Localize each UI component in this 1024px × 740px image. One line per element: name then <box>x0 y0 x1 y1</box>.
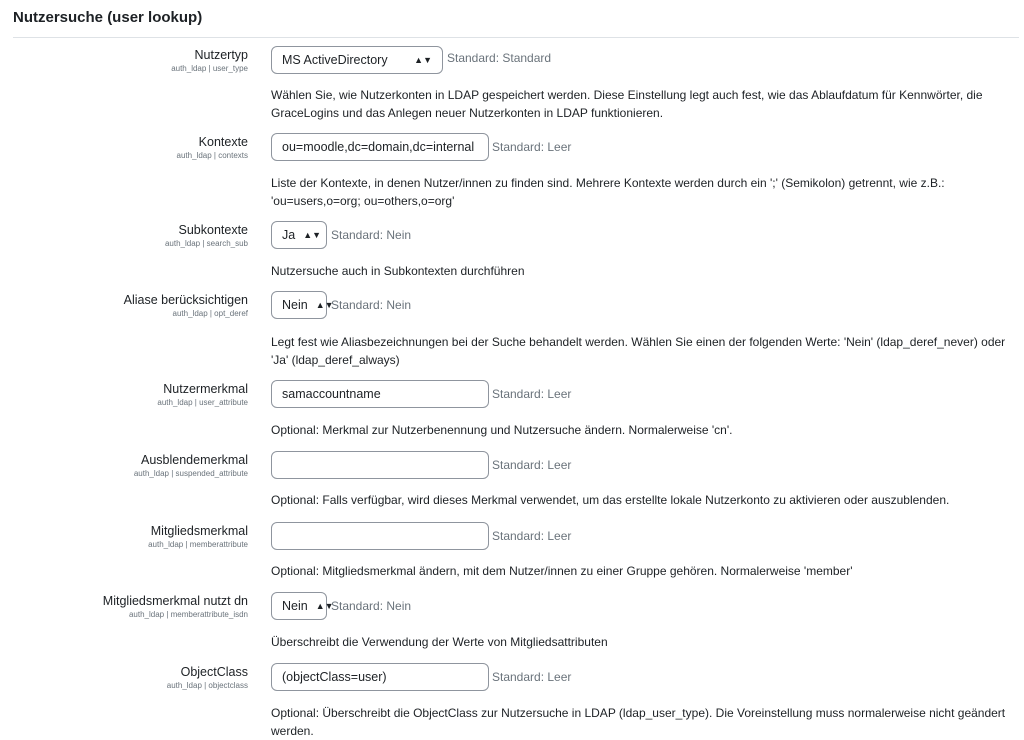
default-value: Standard: Nein <box>331 228 412 242</box>
input-value: samaccountname <box>282 387 381 401</box>
setting-key: auth_ldap | memberattribute <box>148 540 248 549</box>
setting-description: Legt fest wie Aliasbezeichnungen bei der Suche behandelt werden. Wählen Sie einen der folgenden Werte: 'Nein' (ldap_deref_never) oder 'Ja' (ldap_deref_always) <box>271 335 1006 367</box>
setting-key: auth_ldap | opt_deref <box>172 309 248 318</box>
setting-description: Optional: Merkmal zur Nutzerbenennung und Nutzersuche ändern. Normalerweise 'cn'. <box>271 423 733 437</box>
section-title: Nutzersuche (user lookup) <box>13 9 203 26</box>
contexts-input[interactable] <box>271 133 489 161</box>
setting-label: Nutzermerkmal <box>163 382 248 396</box>
default-value: Standard: Leer <box>492 140 572 154</box>
setting-description: Nutzersuche auch in Subkontexten durchführen <box>271 264 525 278</box>
member-attribute-input[interactable] <box>271 522 489 550</box>
setting-label: Nutzertyp <box>194 48 248 62</box>
setting-key: auth_ldap | contexts <box>176 151 248 160</box>
objectclass-input[interactable] <box>271 663 489 691</box>
default-value: Standard: Leer <box>492 458 572 472</box>
setting-label: Ausblendemerkmal <box>141 453 248 467</box>
select-value: Nein <box>282 599 308 613</box>
setting-label: Mitgliedsmerkmal nutzt dn <box>102 594 248 608</box>
setting-label: Mitgliedsmerkmal <box>150 524 248 538</box>
user-type-select[interactable] <box>271 46 443 74</box>
search-sub-select[interactable] <box>271 221 327 249</box>
select-value: Nein <box>282 298 308 312</box>
up-down-caret-icon: ▲▼ <box>414 55 432 65</box>
default-value: Standard: Leer <box>492 387 572 401</box>
default-value: Standard: Leer <box>492 529 572 543</box>
setting-label: Kontexte <box>198 135 248 149</box>
setting-description: Liste der Kontexte, in denen Nutzer/innen zu finden sind. Mehrere Kontexte werden durch ein ';' (Semikolon) getrennt, wie z.B.: 'ou=users,o=org; ou=others,o=org' <box>271 176 945 208</box>
select-value: MS ActiveDirectory <box>282 53 388 67</box>
setting-key: auth_ldap | user_attribute <box>157 398 248 407</box>
setting-key: auth_ldap | suspended_attribute <box>133 469 248 478</box>
setting-key: auth_ldap | objectclass <box>166 681 248 690</box>
default-value: Standard: Nein <box>331 599 412 613</box>
select-value: Ja <box>282 228 296 242</box>
user-attribute-input[interactable] <box>271 380 489 408</box>
input-value: ou=moodle,dc=domain,dc=internal <box>282 140 475 154</box>
setting-label: Aliase berücksichtigen <box>123 293 248 307</box>
setting-description: Optional: Mitgliedsmerkmal ändern, mit dem Nutzer/innen zu einer Gruppe gehören. Normalerweise 'member' <box>271 564 853 578</box>
setting-description: Wählen Sie, wie Nutzerkonten in LDAP gespeichert werden. Diese Einstellung legt auch fest, wie das Ablaufdatum für Kennwörter, die GraceLogins und das Anlegen neuer Nutzerkonten in LDAP funktionieren. <box>271 88 983 120</box>
section-divider <box>13 37 1019 38</box>
setting-key: auth_ldap | search_sub <box>164 239 248 248</box>
default-value: Standard: Leer <box>492 670 572 684</box>
up-down-caret-icon: ▲▼ <box>315 300 334 310</box>
setting-label: Subkontexte <box>178 223 248 237</box>
setting-description: Überschreibt die Verwendung der Werte von Mitgliedsattributen <box>271 635 608 649</box>
suspended-attribute-input[interactable] <box>271 451 489 479</box>
up-down-caret-icon: ▲▼ <box>315 601 334 611</box>
setting-key: auth_ldap | memberattribute_isdn <box>128 610 248 619</box>
setting-key: auth_ldap | user_type <box>171 64 248 73</box>
setting-label: ObjectClass <box>180 665 248 679</box>
up-down-caret-icon: ▲▼ <box>303 230 322 240</box>
opt-deref-select[interactable] <box>271 291 334 319</box>
input-value: (objectClass=user) <box>282 670 387 684</box>
default-value: Standard: Standard <box>447 51 552 65</box>
member-attribute-isdn-select[interactable] <box>271 592 334 620</box>
setting-description: Optional: Überschreibt die ObjectClass zur Nutzersuche in LDAP (ldap_user_type). Die Voreinstellung muss normalerweise nicht geändert werden. <box>271 706 1006 738</box>
setting-description: Optional: Falls verfügbar, wird dieses Merkmal verwendet, um das erstellte lokale Nutzerkonto zu aktivieren oder auszublenden. <box>271 493 950 507</box>
default-value: Standard: Nein <box>331 298 412 312</box>
